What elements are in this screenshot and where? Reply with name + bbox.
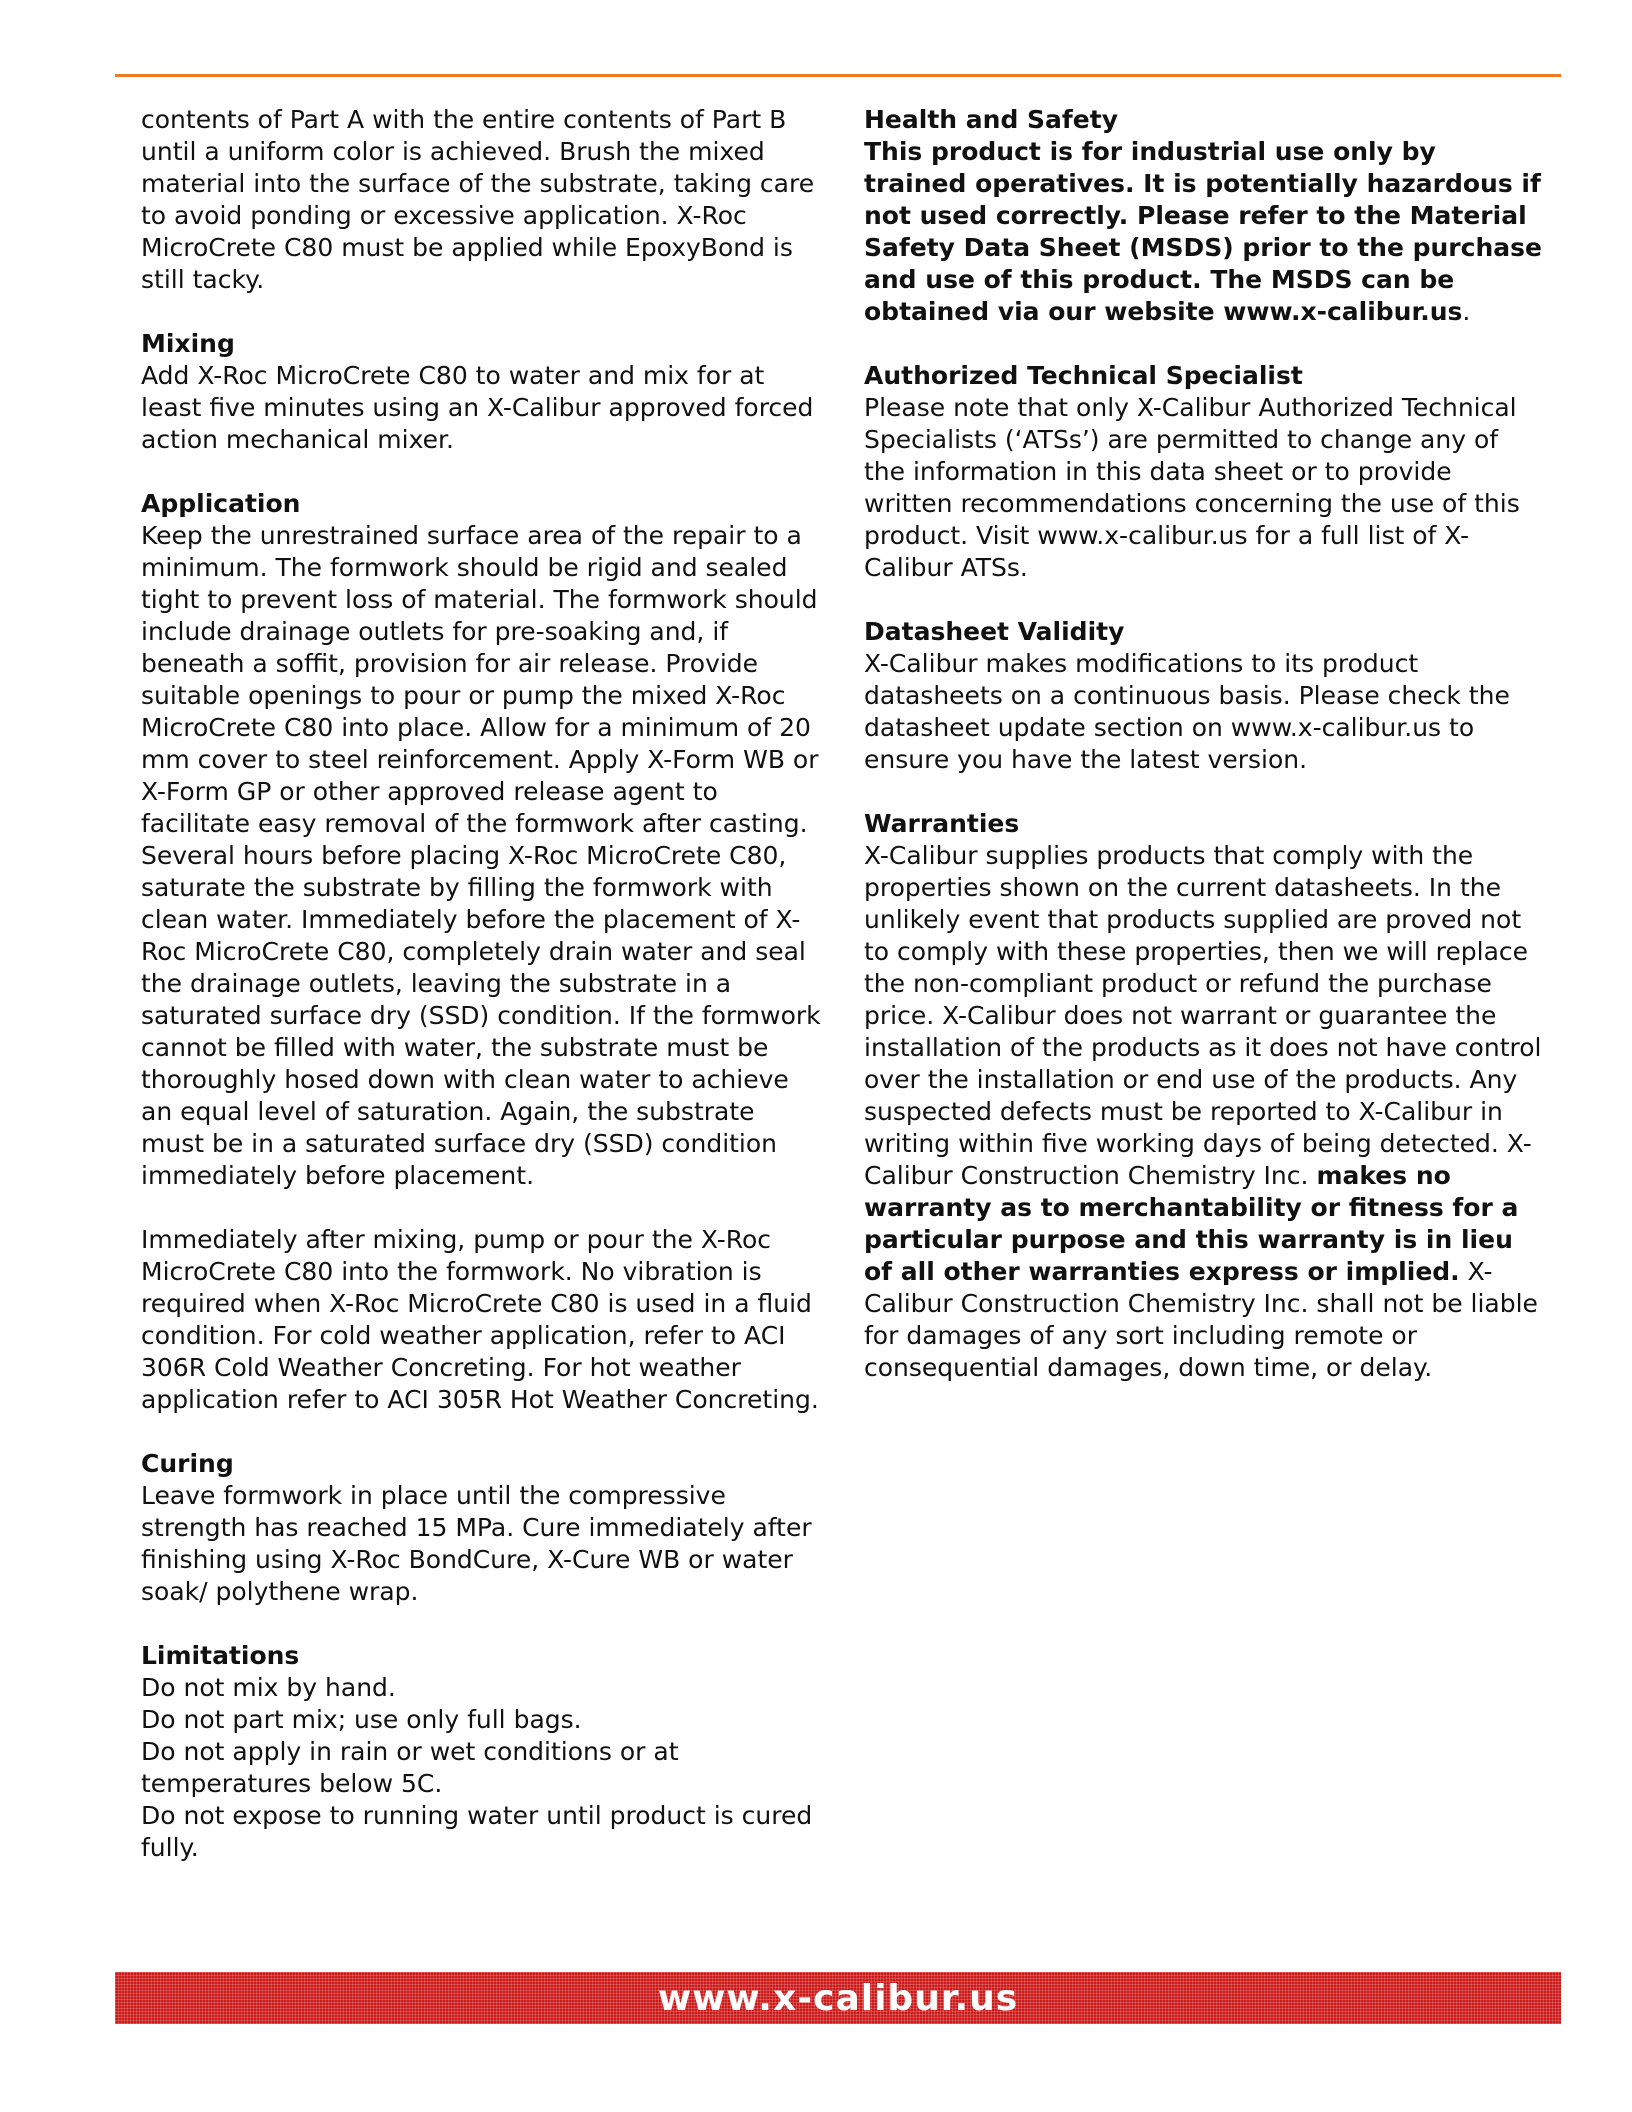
warranties-text — [864, 840, 1544, 1384]
limitation-item: Do not part mix; use only full bags. — [141, 1705, 582, 1734]
limitation-item: Do not expose to running water until product is cured fully. — [141, 1801, 813, 1862]
footer-bar — [115, 1972, 1561, 2024]
curing-section — [141, 1448, 821, 1608]
health-safety-end: . — [1462, 297, 1471, 326]
limitation-item: Do not apply in rain or wet conditions or at temperatures below 5C. — [141, 1737, 679, 1798]
validity-text: X-Calibur makes modifications to its product datasheets on a continuous basis. Please check the datasheet update section on www.x-calibur.us to ensure you have the latest version. — [864, 649, 1510, 774]
intro-section — [141, 104, 821, 296]
ats-section — [864, 360, 1544, 584]
health-safety-heading: Health and Safety — [864, 105, 1118, 134]
health-safety-text — [864, 136, 1544, 328]
right-column — [864, 104, 1544, 1416]
health-safety-section — [864, 104, 1544, 328]
health-safety-bold-text: This product is for industrial use only by trained operatives. It is potentially hazardous if not used correctly. Please refer to the Material Safety Data Sheet (MSDS) prior to the purchase and use of this product. The MSDS can be obtained via our website www.x-calibur.us — [864, 137, 1542, 326]
mixing-heading: Mixing — [141, 329, 235, 358]
application-section — [141, 488, 821, 1416]
left-column — [141, 104, 821, 1896]
validity-section — [864, 616, 1544, 776]
footer-website-link[interactable]: www.x-calibur.us — [657, 1977, 1019, 2019]
limitations-section — [141, 1640, 821, 1864]
application-text-2: Immediately after mixing, pump or pour the X-Roc MicroCrete C80 into the formwork. No vibration is required when X-Roc MicroCrete C80 is used in a fluid condition. For cold weather application, refer to ACI 306R Cold Weather Concreting. For hot weather application refer to ACI 305R Hot Weather Concreting. — [141, 1225, 819, 1414]
warranties-text-2: X-Calibur Construction Chemistry Inc. shall not be liable for damages of any sort including remote or consequential damages, down time, or delay. — [864, 1257, 1538, 1382]
application-text-1: Keep the unrestrained surface area of the repair to a minimum. The formwork should be rigid and sealed tight to prevent loss of material. The formwork should include drainage outlets for pre-soaking and, if beneath a soffit, provision for air release. Provide suitable openings to pour or pump the mixed X-Roc MicroCrete C80 into place. Allow for a minimum of 20 mm cover to steel reinforcement. Apply X-Form WB or X-Form GP or other approved release agent to facilitate easy removal of the formwork after casting. Several hours before placing X-Roc MicroCrete C80, saturate the substrate by filling the formwork with clean water. Immediately before the placement of X-Roc MicroCrete C80, completely drain water and seal the drainage outlets, leaving the substrate in a saturated surface dry (SSD) condition. If the formwork cannot be filled with water, the substrate must be thoroughly hosed down with clean water to achieve an equal level of saturation. Again, the substrate must be in a saturated surface dry (SSD) condition immediately before placement. — [141, 521, 821, 1190]
intro-text: contents of Part A with the entire contents of Part B until a uniform color is achieved. Brush the mixed material into the surface of the substrate, taking care to avoid ponding or excessive application. X-Roc MicroCrete C80 must be applied while EpoxyBond is still tacky. — [141, 105, 815, 294]
mixing-text: Add X-Roc MicroCrete C80 to water and mix for at least five minutes using an X-Calibur approved forced action mechanical mixer. — [141, 361, 814, 454]
curing-text: Leave formwork in place until the compressive strength has reached 15 MPa. Cure immediately after finishing using X-Roc BondCure, X-Cure WB or water soak/ polythene wrap. — [141, 1481, 812, 1606]
header-divider — [115, 74, 1561, 77]
limitations-heading: Limitations — [141, 1641, 300, 1670]
warranties-bold-text: makes no warranty as to merchantability or fitness for a particular purpose and this warranty is in lieu of all other warranties express or implied. — [864, 1161, 1519, 1286]
warranties-heading: Warranties — [864, 809, 1020, 838]
ats-text: Please note that only X-Calibur Authorized Technical Specialists (‘ATSs’) are permitted to change any of the information in this data sheet or to provide written recommendations concerning the use of this product. Visit www.x-calibur.us for a full list of X-Calibur ATSs. — [864, 393, 1520, 582]
warranties-text-1: X-Calibur supplies products that comply with the properties shown on the current datasheets. In the unlikely event that products supplied are proved not to comply with these properties, then we will replace the non-compliant product or refund the purchase price. X-Calibur does not warrant or guarantee the installation of the products as it does not have control over the installation or end use of the products. Any suspected defects must be reported to X-Calibur in writing within five working days of being detected. X-Calibur Construction Chemistry Inc. — [864, 841, 1542, 1190]
warranties-section — [864, 808, 1544, 1384]
mixing-section — [141, 328, 821, 456]
limitation-item: Do not mix by hand. — [141, 1673, 396, 1702]
curing-heading: Curing — [141, 1449, 234, 1478]
validity-heading: Datasheet Validity — [864, 617, 1125, 646]
ats-heading: Authorized Technical Specialist — [864, 361, 1303, 390]
application-heading: Application — [141, 489, 301, 518]
